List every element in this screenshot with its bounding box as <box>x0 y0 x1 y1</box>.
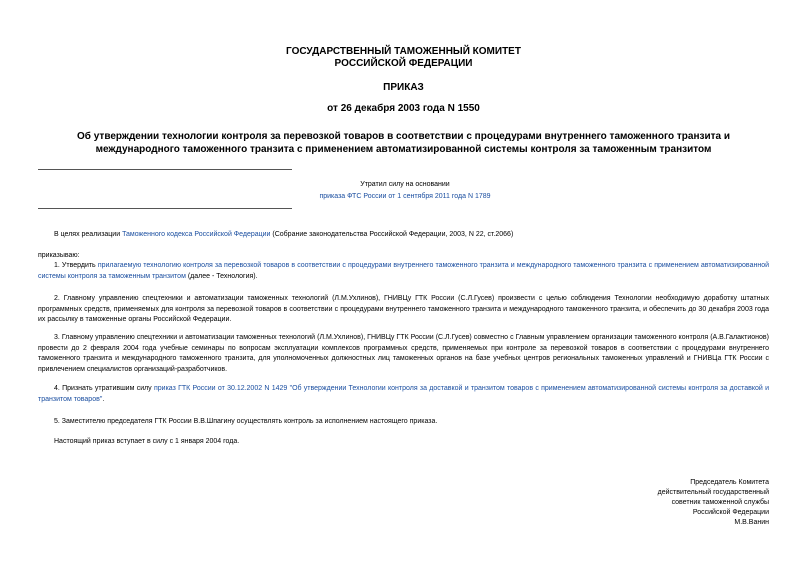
paragraph-3: 3. Главному управлению спецтехники и автоматизации таможенных технологий (Л.М.Ухлинов), ГНИВЦу ГТК России (С.Л.Гусев) совместно с Главным управлением организации таможенного контроля (А.В.Галактионов) провести до 2 февраля 2004 года учебные семинары по вопросам эксплуатации комплексов программных средств, применяемых при контроле за перевозкой товаров в соответствии с процедурами внутреннего таможенного транзита и международного таможенного транзита, для уполномоченных должностных лиц таможенных органов на базе учебных центров региональных таможенных управлений и ГНИВЦа ГТК России с привлечением специалистов организаций-разработчиков. <box>38 334 769 373</box>
technology-link[interactable]: прилагаемую технологию контроля за перевозкой товаров в соответствии с процедурами внутреннего таможенного транзита и международного таможенного транзита с применением автоматизированной системы контроля за таможенным транзитом <box>38 262 769 280</box>
signature-line4: Российской Федерации <box>692 509 769 516</box>
order-word: приказываю: <box>38 252 80 259</box>
status-note: Утратил силу на основании <box>360 181 450 188</box>
paragraph-6: Настоящий приказ вступает в силу с 1 января 2004 года. <box>54 438 240 445</box>
signature-line3: советник таможенной службы <box>671 499 769 506</box>
doc-type: ПРИКАЗ <box>383 82 424 93</box>
customs-code-link[interactable]: Таможенного кодекса Российской Федерации <box>122 231 271 238</box>
repealed-order-link[interactable]: приказ ГТК России от 30.12.2002 N 1429 "Об утверждении Технологии контроля за доставкой и транзитом товаров с применением автоматизированной системы контроля за доставкой и транзитом товаров" <box>38 385 769 403</box>
intro-pre: В целях реализации <box>54 231 123 238</box>
paragraph-2: 2. Главному управлению спецтехники и автоматизации таможенных технологий (Л.М.Ухлинов), ГНИВЦу ГТК России (С.Л.Гусев) произвести с целью соблюдения Технологии необходимую доработку штатных программных средств, применяемых для контроля за перевозкой товаров в соответствии с процедурами внутреннего таможенного транзита и международного таможенного транзита, и обеспечить до 30 декабря 2003 года их рассылку в таможенные органы Российской Федерации. <box>38 295 769 323</box>
p4-pre: 4. Признать утратившим силу <box>54 385 154 392</box>
status-link-wrap <box>300 192 510 202</box>
signature-name: М.В.Ванин <box>734 519 769 526</box>
signature-block <box>658 478 769 528</box>
paragraph-5: 5. Заместителю председателя ГТК России В.В.Шпагину осуществлять контроль за исполнением настоящего приказа. <box>54 418 438 425</box>
divider-bottom <box>38 208 292 209</box>
p1-pre: 1. Утвердить <box>54 262 98 269</box>
org-name-line2: РОССИЙСКОЙ ФЕДЕРАЦИИ <box>334 58 473 69</box>
signature-line1: Председатель Комитета <box>690 479 769 486</box>
paragraph-4 <box>38 384 769 405</box>
intro-post: (Собрание законодательства Российской Федерации, 2003, N 22, ст.2066) <box>270 231 514 238</box>
doc-date: от 26 декабря 2003 года N 1550 <box>327 103 480 114</box>
org-name-line1: ГОСУДАРСТВЕННЫЙ ТАМОЖЕННЫЙ КОМИТЕТ <box>286 46 521 57</box>
intro-paragraph <box>38 230 769 241</box>
p1-post: (далее - Технология). <box>185 272 258 280</box>
p4-post: . <box>102 395 105 403</box>
paragraph-1 <box>38 261 769 282</box>
repeal-order-link[interactable]: приказа ФТС России от 1 сентября 2011 года N 1789 <box>319 193 491 200</box>
signature-line2: действительный государственный <box>657 489 769 496</box>
divider-top <box>38 169 292 170</box>
doc-title: Об утверждении технологии контроля за перевозкой товаров в соответствии с процедурами внутреннего таможенного транзита и международного таможенного транзита с применением автоматизированной системы контроля за таможенным транзитом <box>77 131 730 155</box>
